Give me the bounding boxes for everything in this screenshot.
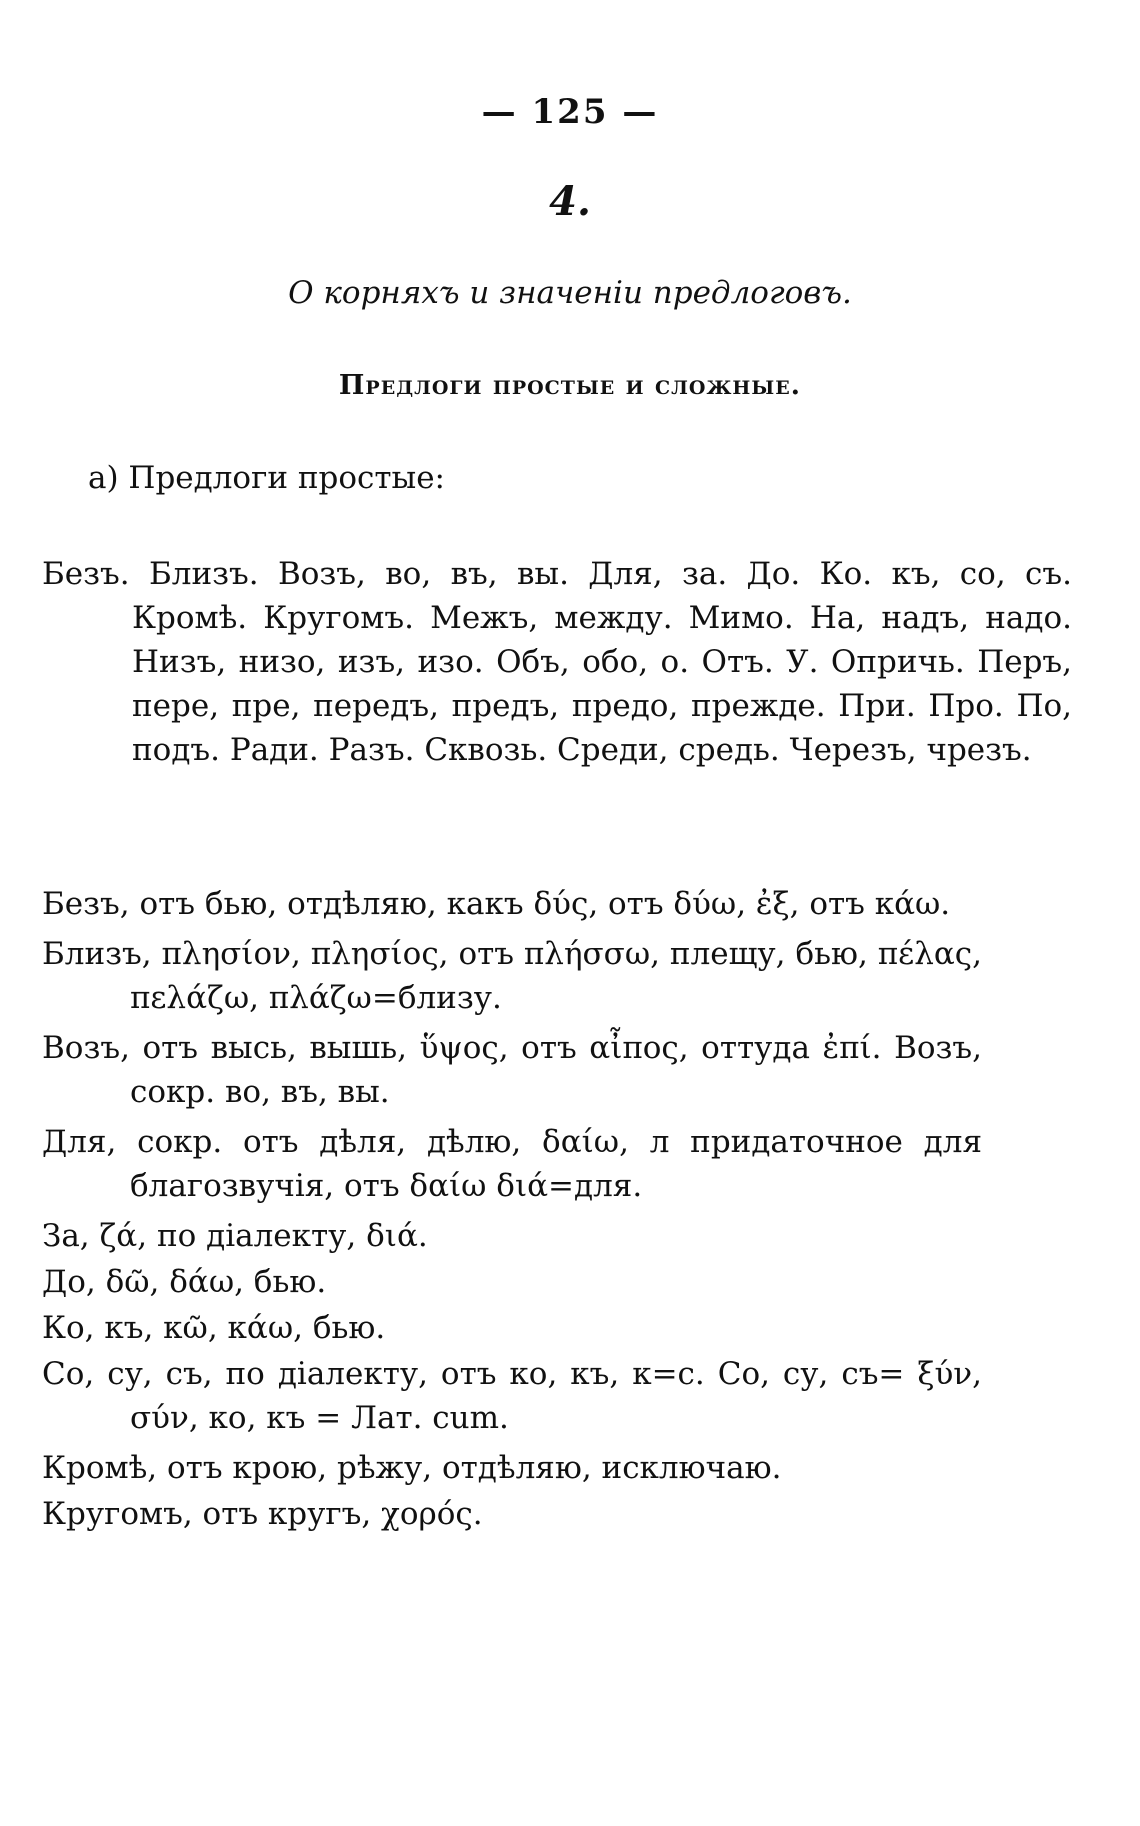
entry-krugom: Кругомъ, отъ кругъ, χορός. [42,1496,483,1532]
entry-do: До, δῶ, δάω, бью. [42,1264,327,1300]
section-title: О корняхъ и значеніи предлоговъ. [288,275,852,311]
section-number: 4. [549,178,591,225]
entry-voz: Возъ, отъ высь, вышь, ὕψος, отъ αἶπος, оттуда ἐπί. Возъ, сокр. во, въ, вы. [42,1030,982,1110]
entry-ko: Ко, къ, κῶ, κάω, бью. [42,1310,386,1346]
preposition-list: Безъ. Близъ. Возъ, во, въ, вы. Для, за. До. Ко. къ, со, съ. Кромѣ. Кругомъ. Межъ, между. Мимо. На, надъ, надо. Низъ, низо, изъ, изо. Объ, обо, о. Отъ. У. Опричь. Перъ, пере, пре, передъ, предъ, предо, прежде. При. Про. По, подъ. Ради. Разъ. Сквозь. Среди, средь. Черезъ, чрезъ. [42,556,1072,768]
list-heading: a) Предлоги простые: [88,460,445,496]
entry-so: Со, су, съ, по діалекту, отъ ко, къ, к=с. Со, су, съ= ξύν, σύν, ко, къ = Лат. cum. [42,1356,982,1436]
entry-dlya: Для, сокр. отъ дѣля, дѣлю, δαίω, л придаточное для благозвучія, отъ δαίω διά=для. [42,1124,982,1204]
entry-bliz: Близъ, πλησίον, πλησίος, отъ πλήσσω, плещу, бью, πέλας, πελάζω, πλάζω=близу. [42,936,982,1016]
entry-krome: Кромѣ, отъ крою, рѣжу, отдѣляю, исключаю. [42,1450,782,1486]
subsection-title: Предлоги простые и сложные. [338,370,802,401]
entry-bez: Безъ, отъ бью, отдѣляю, какъ δύς, отъ δύω, ἐξ, отъ κάω. [42,886,951,922]
page-number: — 125 — [481,92,659,132]
etymology-entries [42,882,982,1538]
entry-za: За, ζά, по діалекту, διά. [42,1218,428,1254]
